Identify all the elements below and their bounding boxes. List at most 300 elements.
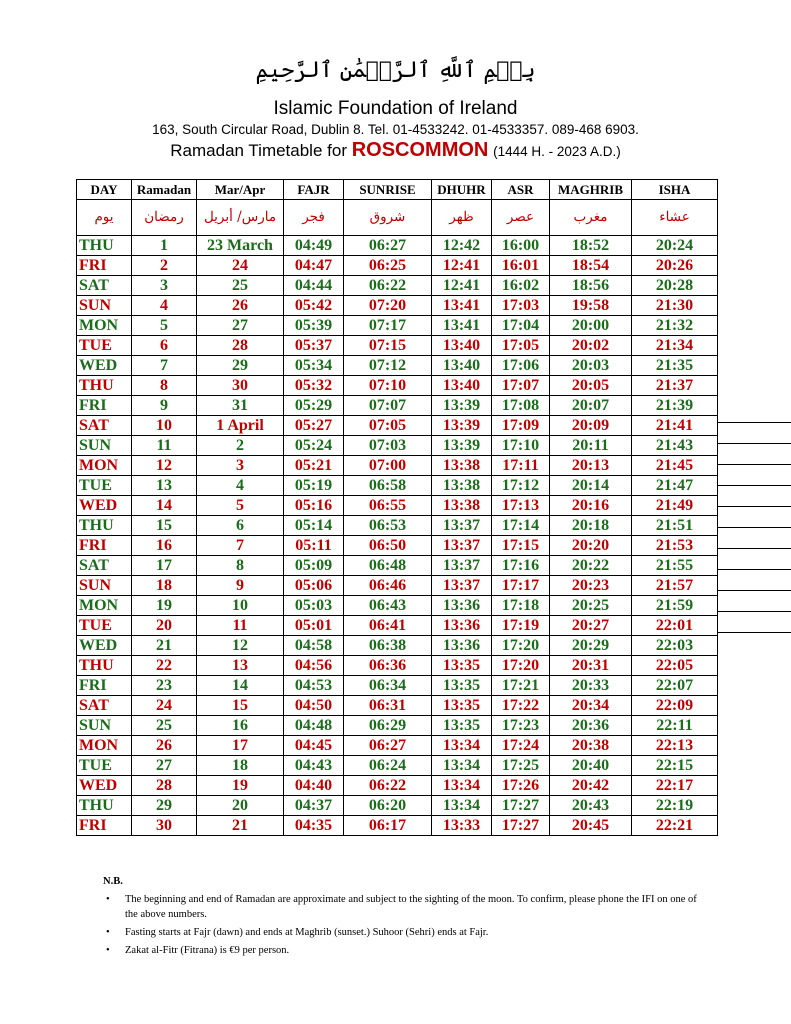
- table-cell: 13: [197, 656, 284, 676]
- table-cell: 16:01: [492, 256, 550, 276]
- table-cell: 20:14: [550, 476, 632, 496]
- table-cell: 19: [132, 596, 197, 616]
- table-cell: 06:46: [344, 576, 432, 596]
- divider-line: [717, 590, 791, 591]
- table-cell: 13:38: [432, 496, 492, 516]
- table-cell: 17:22: [492, 696, 550, 716]
- table-cell: 12:41: [432, 256, 492, 276]
- table-cell: 22:07: [632, 676, 718, 696]
- table-cell: 18:56: [550, 276, 632, 296]
- title-city: ROSCOMMON: [351, 139, 489, 161]
- table-cell: 22:19: [632, 796, 718, 816]
- table-cell: 27: [197, 316, 284, 336]
- table-cell: 06:17: [344, 816, 432, 836]
- table-cell: FRI: [77, 816, 132, 836]
- table-cell: 22:09: [632, 696, 718, 716]
- table-cell: 16:02: [492, 276, 550, 296]
- column-header-arabic: مارس/ أبريل: [197, 200, 284, 236]
- table-cell: 05:01: [284, 616, 344, 636]
- table-cell: 06:24: [344, 756, 432, 776]
- table-cell: 1 April: [197, 416, 284, 436]
- table-cell: 20:18: [550, 516, 632, 536]
- table-row: [77, 516, 718, 536]
- column-header: SUNRISE: [344, 180, 432, 200]
- table-cell: 17:26: [492, 776, 550, 796]
- table-cell: THU: [77, 796, 132, 816]
- table-cell: 13:38: [432, 476, 492, 496]
- table-cell: 17:12: [492, 476, 550, 496]
- table-cell: 05:21: [284, 456, 344, 476]
- column-header-arabic: رمضان: [132, 200, 197, 236]
- table-cell: 04:50: [284, 696, 344, 716]
- table-cell: 17:24: [492, 736, 550, 756]
- table-cell: 05:03: [284, 596, 344, 616]
- table-cell: 22:03: [632, 636, 718, 656]
- table-cell: 25: [132, 716, 197, 736]
- table-cell: 20:31: [550, 656, 632, 676]
- table-cell: 04:35: [284, 816, 344, 836]
- table-cell: 13:37: [432, 576, 492, 596]
- table-cell: 5: [197, 496, 284, 516]
- divider-line: [717, 611, 791, 612]
- table-cell: 30: [132, 816, 197, 836]
- column-header: Ramadan: [132, 180, 197, 200]
- table-cell: 13:35: [432, 716, 492, 736]
- table-cell: 22:13: [632, 736, 718, 756]
- table-cell: 17:25: [492, 756, 550, 776]
- table-row: [77, 576, 718, 596]
- table-row: [77, 336, 718, 356]
- divider-line: [717, 632, 791, 633]
- column-header: MAGHRIB: [550, 180, 632, 200]
- table-cell: 05:14: [284, 516, 344, 536]
- table-row: [77, 496, 718, 516]
- column-header: Mar/Apr: [197, 180, 284, 200]
- table-cell: 17:21: [492, 676, 550, 696]
- table-cell: 17:04: [492, 316, 550, 336]
- table-cell: 24: [132, 696, 197, 716]
- table-cell: 20:22: [550, 556, 632, 576]
- table-cell: SAT: [77, 416, 132, 436]
- table-cell: 05:29: [284, 396, 344, 416]
- table-cell: THU: [77, 376, 132, 396]
- table-cell: 22:11: [632, 716, 718, 736]
- column-header-arabic: شروق: [344, 200, 432, 236]
- table-cell: 15: [197, 696, 284, 716]
- table-cell: 05:42: [284, 296, 344, 316]
- table-cell: 04:56: [284, 656, 344, 676]
- table-row: [77, 416, 718, 436]
- table-cell: 20:09: [550, 416, 632, 436]
- table-cell: 12: [197, 636, 284, 656]
- table-cell: FRI: [77, 536, 132, 556]
- column-header-arabic: عشاء: [632, 200, 718, 236]
- table-cell: 21: [132, 636, 197, 656]
- table-cell: 10: [132, 416, 197, 436]
- table-cell: 20:29: [550, 636, 632, 656]
- table-cell: 06:43: [344, 596, 432, 616]
- table-cell: 16: [132, 536, 197, 556]
- table-cell: 05:09: [284, 556, 344, 576]
- table-cell: 13:34: [432, 736, 492, 756]
- table-cell: 11: [132, 436, 197, 456]
- table-cell: 06:58: [344, 476, 432, 496]
- table-cell: THU: [77, 656, 132, 676]
- table-cell: 21:37: [632, 376, 718, 396]
- table-cell: 17:23: [492, 716, 550, 736]
- table-row: [77, 236, 718, 256]
- table-cell: 20:20: [550, 536, 632, 556]
- table-cell: WED: [77, 496, 132, 516]
- table-cell: 21:47: [632, 476, 718, 496]
- table-cell: 05:11: [284, 536, 344, 556]
- table-cell: 04:49: [284, 236, 344, 256]
- column-header-arabic: مغرب: [550, 200, 632, 236]
- table-cell: 05:37: [284, 336, 344, 356]
- divider-line: [717, 527, 791, 528]
- note-item: • Zakat al-Fitr (Fitrana) is €9 per person.: [103, 943, 703, 958]
- table-row: [77, 476, 718, 496]
- table-cell: 8: [132, 376, 197, 396]
- table-cell: 2: [132, 256, 197, 276]
- table-cell: 05:16: [284, 496, 344, 516]
- table-cell: SAT: [77, 556, 132, 576]
- table-cell: 17:07: [492, 376, 550, 396]
- table-cell: 21:41: [632, 416, 718, 436]
- table-cell: 06:31: [344, 696, 432, 716]
- table-cell: 04:37: [284, 796, 344, 816]
- header-row: [77, 180, 718, 200]
- table-row: [77, 436, 718, 456]
- note-item: • The beginning and end of Ramadan are approximate and subject to the sighting of the moon. To confirm, please phone the IFI on one of the above numbers.: [103, 892, 703, 922]
- notes-heading: N.B.: [103, 876, 123, 887]
- table-cell: 20:40: [550, 756, 632, 776]
- table-cell: 5: [132, 316, 197, 336]
- table-row: [77, 616, 718, 636]
- column-header-arabic: عصر: [492, 200, 550, 236]
- table-cell: 4: [132, 296, 197, 316]
- table-cell: SUN: [77, 436, 132, 456]
- table-cell: 18:52: [550, 236, 632, 256]
- table-cell: 13:34: [432, 776, 492, 796]
- table-cell: 20:13: [550, 456, 632, 476]
- table-cell: 06:34: [344, 676, 432, 696]
- table-cell: 17:14: [492, 516, 550, 536]
- table-cell: 20:24: [632, 236, 718, 256]
- table-row: [77, 676, 718, 696]
- column-header-arabic: فجر: [284, 200, 344, 236]
- table-cell: 22:21: [632, 816, 718, 836]
- table-cell: 21: [197, 816, 284, 836]
- table-cell: 26: [197, 296, 284, 316]
- table-cell: 12:42: [432, 236, 492, 256]
- table-cell: 05:24: [284, 436, 344, 456]
- table-cell: 28: [132, 776, 197, 796]
- table-cell: 16: [197, 716, 284, 736]
- table-cell: 21:32: [632, 316, 718, 336]
- table-cell: 8: [197, 556, 284, 576]
- table-cell: TUE: [77, 756, 132, 776]
- table-cell: THU: [77, 516, 132, 536]
- table-cell: 20:16: [550, 496, 632, 516]
- table-row: [77, 716, 718, 736]
- table-cell: WED: [77, 356, 132, 376]
- table-row: [77, 776, 718, 796]
- table-row: [77, 556, 718, 576]
- divider-line: [717, 569, 791, 570]
- table-cell: 17:06: [492, 356, 550, 376]
- table-cell: 13:40: [432, 336, 492, 356]
- table-cell: 19: [197, 776, 284, 796]
- table-cell: 06:48: [344, 556, 432, 576]
- table-cell: 20:45: [550, 816, 632, 836]
- table-row: [77, 696, 718, 716]
- title-year: (1444 H. - 2023 A.D.): [493, 144, 621, 159]
- table-cell: 17: [197, 736, 284, 756]
- divider-line: [717, 485, 791, 486]
- divider-line: [717, 548, 791, 549]
- table-cell: 27: [132, 756, 197, 776]
- table-cell: 04:44: [284, 276, 344, 296]
- table-cell: 17:09: [492, 416, 550, 436]
- table-cell: 20: [132, 616, 197, 636]
- table-cell: 13:36: [432, 636, 492, 656]
- table-cell: 7: [132, 356, 197, 376]
- table-cell: 21:59: [632, 596, 718, 616]
- table-cell: 18: [197, 756, 284, 776]
- column-header-arabic: ظهر: [432, 200, 492, 236]
- table-cell: 7: [197, 536, 284, 556]
- table-cell: 12:41: [432, 276, 492, 296]
- table-cell: 17:05: [492, 336, 550, 356]
- table-row: [77, 756, 718, 776]
- table-cell: 14: [197, 676, 284, 696]
- table-row: [77, 356, 718, 376]
- table-cell: 13:37: [432, 516, 492, 536]
- table-cell: TUE: [77, 616, 132, 636]
- table-cell: 20: [197, 796, 284, 816]
- table-cell: 6: [197, 516, 284, 536]
- table-cell: 20:07: [550, 396, 632, 416]
- table-cell: 05:19: [284, 476, 344, 496]
- table-cell: 21:39: [632, 396, 718, 416]
- divider-line: [717, 422, 791, 423]
- table-cell: 21:34: [632, 336, 718, 356]
- table-cell: 06:50: [344, 536, 432, 556]
- table-cell: 20:43: [550, 796, 632, 816]
- table-cell: 1: [132, 236, 197, 256]
- arabic-header-row: [77, 200, 718, 236]
- table-cell: 10: [197, 596, 284, 616]
- table-cell: 13:36: [432, 596, 492, 616]
- table-cell: 26: [132, 736, 197, 756]
- table-row: [77, 276, 718, 296]
- table-cell: 21:57: [632, 576, 718, 596]
- table-cell: 13:37: [432, 536, 492, 556]
- table-cell: 07:05: [344, 416, 432, 436]
- table-cell: 31: [197, 396, 284, 416]
- table-cell: 13:35: [432, 696, 492, 716]
- divider-line: [717, 464, 791, 465]
- table-cell: MON: [77, 316, 132, 336]
- table-cell: FRI: [77, 256, 132, 276]
- table-cell: 21:43: [632, 436, 718, 456]
- table-cell: 04:45: [284, 736, 344, 756]
- table-cell: 24: [197, 256, 284, 276]
- table-cell: 17: [132, 556, 197, 576]
- table-cell: 21:49: [632, 496, 718, 516]
- table-cell: 07:07: [344, 396, 432, 416]
- table-cell: 04:43: [284, 756, 344, 776]
- table-cell: 20:05: [550, 376, 632, 396]
- column-header: DHUHR: [432, 180, 492, 200]
- table-cell: 21:30: [632, 296, 718, 316]
- table-row: [77, 256, 718, 276]
- table-cell: 07:17: [344, 316, 432, 336]
- table-cell: THU: [77, 236, 132, 256]
- table-cell: 06:27: [344, 236, 432, 256]
- table-cell: 17:08: [492, 396, 550, 416]
- table-cell: 13:41: [432, 296, 492, 316]
- column-header: FAJR: [284, 180, 344, 200]
- table-cell: SUN: [77, 576, 132, 596]
- table-cell: 22: [132, 656, 197, 676]
- table-cell: 18:54: [550, 256, 632, 276]
- table-cell: 06:25: [344, 256, 432, 276]
- table-cell: 07:15: [344, 336, 432, 356]
- table-cell: 07:20: [344, 296, 432, 316]
- table-row: [77, 736, 718, 756]
- table-cell: 06:41: [344, 616, 432, 636]
- table-cell: 13:35: [432, 656, 492, 676]
- divider-line: [717, 443, 791, 444]
- table-cell: 13:40: [432, 376, 492, 396]
- table-cell: 07:03: [344, 436, 432, 456]
- table-row: [77, 636, 718, 656]
- table-cell: 17:15: [492, 536, 550, 556]
- title-prefix: Ramadan Timetable for: [170, 141, 347, 160]
- table-cell: SAT: [77, 696, 132, 716]
- table-cell: 17:27: [492, 816, 550, 836]
- table-cell: 13:33: [432, 816, 492, 836]
- table-cell: 2: [197, 436, 284, 456]
- table-cell: 20:23: [550, 576, 632, 596]
- table-cell: 06:53: [344, 516, 432, 536]
- organization-name: Islamic Foundation of Ireland: [273, 98, 518, 119]
- table-cell: 4: [197, 476, 284, 496]
- table-cell: 05:34: [284, 356, 344, 376]
- column-header: ASR: [492, 180, 550, 200]
- table-cell: MON: [77, 736, 132, 756]
- table-row: [77, 396, 718, 416]
- table-cell: 17:03: [492, 296, 550, 316]
- table-cell: 9: [197, 576, 284, 596]
- table-cell: 20:26: [632, 256, 718, 276]
- table-cell: 05:39: [284, 316, 344, 336]
- table-cell: 6: [132, 336, 197, 356]
- table-cell: 06:38: [344, 636, 432, 656]
- table-cell: 13:39: [432, 436, 492, 456]
- table-cell: 19:58: [550, 296, 632, 316]
- table-row: [77, 316, 718, 336]
- table-cell: 13:37: [432, 556, 492, 576]
- table-cell: 04:48: [284, 716, 344, 736]
- table-cell: 16:00: [492, 236, 550, 256]
- table-cell: 07:10: [344, 376, 432, 396]
- table-cell: 22:01: [632, 616, 718, 636]
- table-cell: 23 March: [197, 236, 284, 256]
- table-cell: 20:03: [550, 356, 632, 376]
- column-header-arabic: يوم: [77, 200, 132, 236]
- table-cell: 20:34: [550, 696, 632, 716]
- table-cell: 29: [197, 356, 284, 376]
- table-cell: TUE: [77, 476, 132, 496]
- table-row: [77, 536, 718, 556]
- table-cell: 07:00: [344, 456, 432, 476]
- table-cell: 12: [132, 456, 197, 476]
- table-cell: 17:11: [492, 456, 550, 476]
- table-cell: 06:22: [344, 776, 432, 796]
- table-cell: 21:35: [632, 356, 718, 376]
- table-row: [77, 296, 718, 316]
- timetable: [76, 179, 718, 836]
- table-cell: MON: [77, 456, 132, 476]
- table-cell: 04:47: [284, 256, 344, 276]
- column-header: ISHA: [632, 180, 718, 200]
- table-cell: 30: [197, 376, 284, 396]
- table-cell: 13:34: [432, 756, 492, 776]
- table-cell: 20:27: [550, 616, 632, 636]
- table-cell: 20:42: [550, 776, 632, 796]
- table-cell: 20:02: [550, 336, 632, 356]
- table-cell: 22:15: [632, 756, 718, 776]
- table-cell: 21:55: [632, 556, 718, 576]
- table-cell: 13:34: [432, 796, 492, 816]
- table-cell: 04:40: [284, 776, 344, 796]
- table-cell: 20:11: [550, 436, 632, 456]
- divider-line: [717, 506, 791, 507]
- table-row: [77, 456, 718, 476]
- table-row: [77, 816, 718, 836]
- table-cell: 17:20: [492, 656, 550, 676]
- table-cell: 13: [132, 476, 197, 496]
- table-cell: 21:45: [632, 456, 718, 476]
- table-cell: 17:18: [492, 596, 550, 616]
- table-cell: WED: [77, 776, 132, 796]
- table-cell: 3: [197, 456, 284, 476]
- table-cell: MON: [77, 596, 132, 616]
- table-cell: 20:25: [550, 596, 632, 616]
- table-cell: 13:38: [432, 456, 492, 476]
- table-cell: 06:55: [344, 496, 432, 516]
- table-cell: 17:10: [492, 436, 550, 456]
- table-cell: 13:36: [432, 616, 492, 636]
- organization-address: 163, South Circular Road, Dublin 8. Tel. 01-4533242. 01-4533357. 089-468 6903.: [152, 122, 639, 137]
- table-cell: WED: [77, 636, 132, 656]
- table-cell: 13:39: [432, 396, 492, 416]
- table-cell: 13:41: [432, 316, 492, 336]
- table-cell: 06:29: [344, 716, 432, 736]
- table-row: [77, 656, 718, 676]
- table-cell: SUN: [77, 716, 132, 736]
- table-cell: 17:19: [492, 616, 550, 636]
- table-cell: 13:39: [432, 416, 492, 436]
- table-cell: 06:20: [344, 796, 432, 816]
- table-row: [77, 376, 718, 396]
- table-cell: 22:05: [632, 656, 718, 676]
- column-header: DAY: [77, 180, 132, 200]
- table-cell: 21:53: [632, 536, 718, 556]
